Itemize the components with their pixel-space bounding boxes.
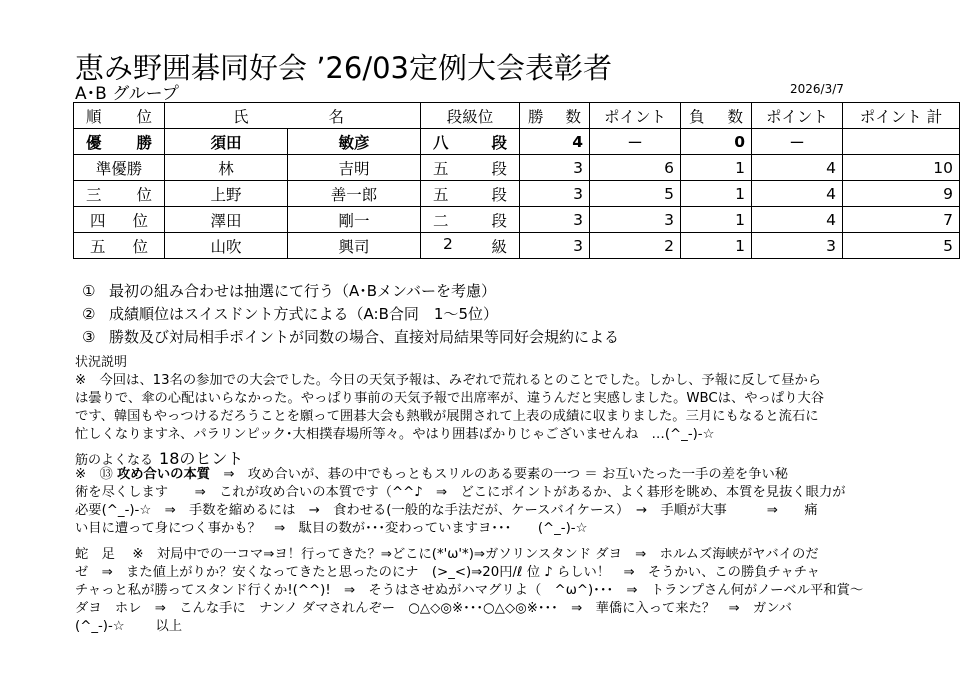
header-total: ポイント 計 bbox=[843, 103, 960, 129]
cell-given-name: 興司 bbox=[288, 233, 421, 259]
cell-dan bbox=[421, 155, 520, 181]
cell-loss-points: 4 bbox=[752, 207, 843, 233]
text-line: です、韓国もやっつけるだろうことを願って囲碁大会も熱戦が展開されて上表の成績に収まりました。三月にもなると流石に bbox=[75, 409, 819, 424]
rank-part: 位 bbox=[136, 185, 152, 204]
group-label: A･B グループ bbox=[75, 84, 179, 104]
dan-part: 五 bbox=[433, 185, 449, 204]
rule-number: ③ bbox=[82, 328, 96, 346]
dan-part: 二 bbox=[433, 211, 449, 230]
cell-losses: 1 bbox=[681, 207, 752, 233]
cell-losses: 1 bbox=[681, 181, 752, 207]
cell-surname: 須田 bbox=[165, 129, 288, 155]
cell-rank bbox=[74, 129, 165, 155]
cell-given-name: 剛一 bbox=[288, 207, 421, 233]
cell-rank bbox=[74, 207, 165, 233]
text-line: チャっと私が勝ってスタンド行くか!(^^)! ⇒ そうはさせぬがハマグリよ（ ^ω^)･･･ ⇒ トランプさん何がノーベル平和賞～ bbox=[75, 583, 864, 598]
cell-rank: 準優勝 bbox=[74, 155, 165, 181]
header-name-1: 氏 bbox=[233, 107, 249, 126]
dan-part: 段 bbox=[491, 133, 507, 152]
table-row bbox=[74, 155, 960, 181]
dan-part: 五 bbox=[433, 159, 449, 178]
extra-text bbox=[75, 546, 865, 636]
dan-part: 八 bbox=[433, 133, 449, 152]
rank-part: 四 bbox=[90, 211, 106, 230]
dan-part: 2 bbox=[443, 234, 453, 253]
cell-surname: 上野 bbox=[165, 181, 288, 207]
cell-surname: 澤田 bbox=[165, 207, 288, 233]
header-name-2: 名 bbox=[328, 107, 344, 126]
cell-dan bbox=[421, 207, 520, 233]
cell-rank bbox=[74, 233, 165, 259]
dan-part: 段 bbox=[491, 185, 507, 204]
text-line: 術を尽くします ⇒ これが攻め合いの本質です（^^♪ ⇒ どこにポイントがあるか、よく碁形を眺め、本質を見抜く眼力が bbox=[75, 485, 846, 500]
cell-surname: 林 bbox=[165, 155, 288, 181]
text-line: ゼ ⇒ また値上がりか？安くなってきたと思ったのにナ (>_<)⇒20円/ℓ 位 ♪ らしい！ ⇒ そうかい、この勝負チャチャ bbox=[75, 565, 820, 580]
cell-dan bbox=[421, 233, 520, 259]
rules-list bbox=[82, 280, 619, 349]
cell-total: 5 bbox=[843, 233, 960, 259]
header-wins-2: 数 bbox=[565, 107, 581, 126]
hint-rest: ⇒ 攻め合いが、碁の中でもっともスリルのある要素の一つ ＝ お互いたった一手の差を争い秘 bbox=[210, 467, 789, 482]
text-line: 忙しくなりますネ、パラリンピック･大相撲春場所等々。やはり囲碁ばかりじゃございませんね …(^_-)-☆ bbox=[75, 427, 715, 442]
page-title: 恵み野囲碁同好会 ’26/03定例大会表彰者 bbox=[75, 51, 613, 85]
dan-part: 段 bbox=[491, 211, 507, 230]
rank-part: 優 bbox=[86, 133, 102, 152]
cell-given-name: 善一郎 bbox=[288, 181, 421, 207]
cell-losses: 1 bbox=[681, 233, 752, 259]
cell-loss-points: － bbox=[752, 129, 843, 155]
cell-win-points: 2 bbox=[590, 233, 681, 259]
hint-topic: 攻め合いの本質 bbox=[116, 467, 211, 482]
hint-text bbox=[75, 466, 865, 538]
rule-text: 成績順位はスイスドント方式による（A:B合同 1～5位） bbox=[109, 305, 498, 323]
text-line bbox=[75, 466, 865, 484]
rank-part: 三 bbox=[86, 185, 102, 204]
hint-heading-title: 18のヒント bbox=[159, 449, 244, 468]
cell-dan bbox=[421, 129, 520, 155]
header-wins-1: 勝 bbox=[528, 107, 544, 126]
table-row bbox=[74, 181, 960, 207]
results-table bbox=[73, 102, 960, 259]
cell-losses: 1 bbox=[681, 155, 752, 181]
cell-wins: 3 bbox=[520, 155, 590, 181]
header-rank bbox=[74, 103, 165, 129]
rank-part: 五 bbox=[90, 237, 106, 256]
event-date: 2026/3/7 bbox=[790, 82, 844, 96]
cell-surname: 山吹 bbox=[165, 233, 288, 259]
cell-rank bbox=[74, 181, 165, 207]
rule-item bbox=[82, 303, 619, 326]
dan-part: 段 bbox=[491, 159, 507, 178]
text-line: (^_-)-☆ 以上 bbox=[75, 619, 183, 634]
rule-number: ① bbox=[82, 282, 96, 300]
rank-part: 勝 bbox=[136, 133, 152, 152]
cell-wins: 3 bbox=[520, 207, 590, 233]
rule-text: 勝数及び対局相手ポイントが同数の場合、直接対局結果等同好会規約による bbox=[109, 328, 620, 346]
cell-win-points: 6 bbox=[590, 155, 681, 181]
header-losses bbox=[681, 103, 752, 129]
table-row bbox=[74, 233, 960, 259]
table-header-row bbox=[74, 103, 960, 129]
cell-win-points: 5 bbox=[590, 181, 681, 207]
cell-wins: 4 bbox=[520, 129, 590, 155]
cell-win-points: 3 bbox=[590, 207, 681, 233]
cell-loss-points: 3 bbox=[752, 233, 843, 259]
cell-given-name: 敏彦 bbox=[288, 129, 421, 155]
cell-total bbox=[843, 129, 960, 155]
header-rank-2: 位 bbox=[136, 107, 152, 126]
hint-prefix: ※ ⑬ bbox=[75, 467, 117, 482]
situation-text bbox=[75, 372, 865, 444]
header-losses-1: 負 bbox=[689, 107, 705, 126]
text-line: 蛇 足 ※ 対局中での一コマ⇒ヨ！行ってきた？⇒どこに(*'ω'*)⇒ガソリンスタンド ダヨ ⇒ ホルムズ海峡がヤバイのだ bbox=[75, 547, 819, 562]
hint-heading-label: 筋のよくなる bbox=[75, 453, 154, 468]
cell-dan bbox=[421, 181, 520, 207]
header-loss-points: ポイント bbox=[752, 103, 843, 129]
rule-item bbox=[82, 326, 619, 349]
text-line: ※ 今回は、13名の参加での大会でした。今日の天気予報は、みぞれで荒れるとのことでした。しかし、予報に反して昼から bbox=[75, 373, 822, 388]
cell-total: 9 bbox=[843, 181, 960, 207]
cell-losses: 0 bbox=[681, 129, 752, 155]
text-line: 必要(^_-)-☆ ⇒ 手数を縮めるには → 食わせる(一般的な手法だが、ケースバイケース） → 手順が大事 ⇒ 痛 bbox=[75, 503, 818, 518]
cell-loss-points: 4 bbox=[752, 181, 843, 207]
table-row bbox=[74, 129, 960, 155]
text-line: ダヨ ホレ ⇒ こんな手に ナンノ ダマされんぞー ○△◇◎※･･･○△◇◎※･･･ ⇒ 華僑に入って来た？ ⇒ ガンバ bbox=[75, 601, 792, 616]
rule-item bbox=[82, 280, 619, 303]
text-line: は曇りで、傘の心配はいらなかった。やっぱり事前の天気予報で出席率が、違うんだと実感しました。WBCは、やっぱり大谷 bbox=[75, 391, 825, 406]
cell-wins: 3 bbox=[520, 181, 590, 207]
header-wins bbox=[520, 103, 590, 129]
cell-total: 7 bbox=[843, 207, 960, 233]
dan-part: 級 bbox=[491, 237, 507, 256]
text-line: い目に遭って身につく事かも？ ⇒ 駄目の数が･･･変わっていますヨ･･･ (^_-)-☆ bbox=[75, 521, 588, 536]
cell-loss-points: 4 bbox=[752, 155, 843, 181]
cell-wins: 3 bbox=[520, 233, 590, 259]
header-rank-1: 順 bbox=[86, 107, 102, 126]
header-losses-2: 数 bbox=[727, 107, 743, 126]
rule-number: ② bbox=[82, 305, 96, 323]
header-name bbox=[165, 103, 421, 129]
rule-text: 最初の組み合わせは抽選にて行う（A･Bメンバーを考慮） bbox=[109, 282, 497, 300]
cell-given-name: 吉明 bbox=[288, 155, 421, 181]
header-win-points: ポイント bbox=[590, 103, 681, 129]
cell-total: 10 bbox=[843, 155, 960, 181]
rank-part: 位 bbox=[132, 237, 148, 256]
table-row bbox=[74, 207, 960, 233]
header-dan: 段級位 bbox=[421, 103, 520, 129]
situation-heading: 状況説明 bbox=[75, 355, 128, 370]
rank-part: 位 bbox=[132, 211, 148, 230]
cell-win-points: － bbox=[590, 129, 681, 155]
